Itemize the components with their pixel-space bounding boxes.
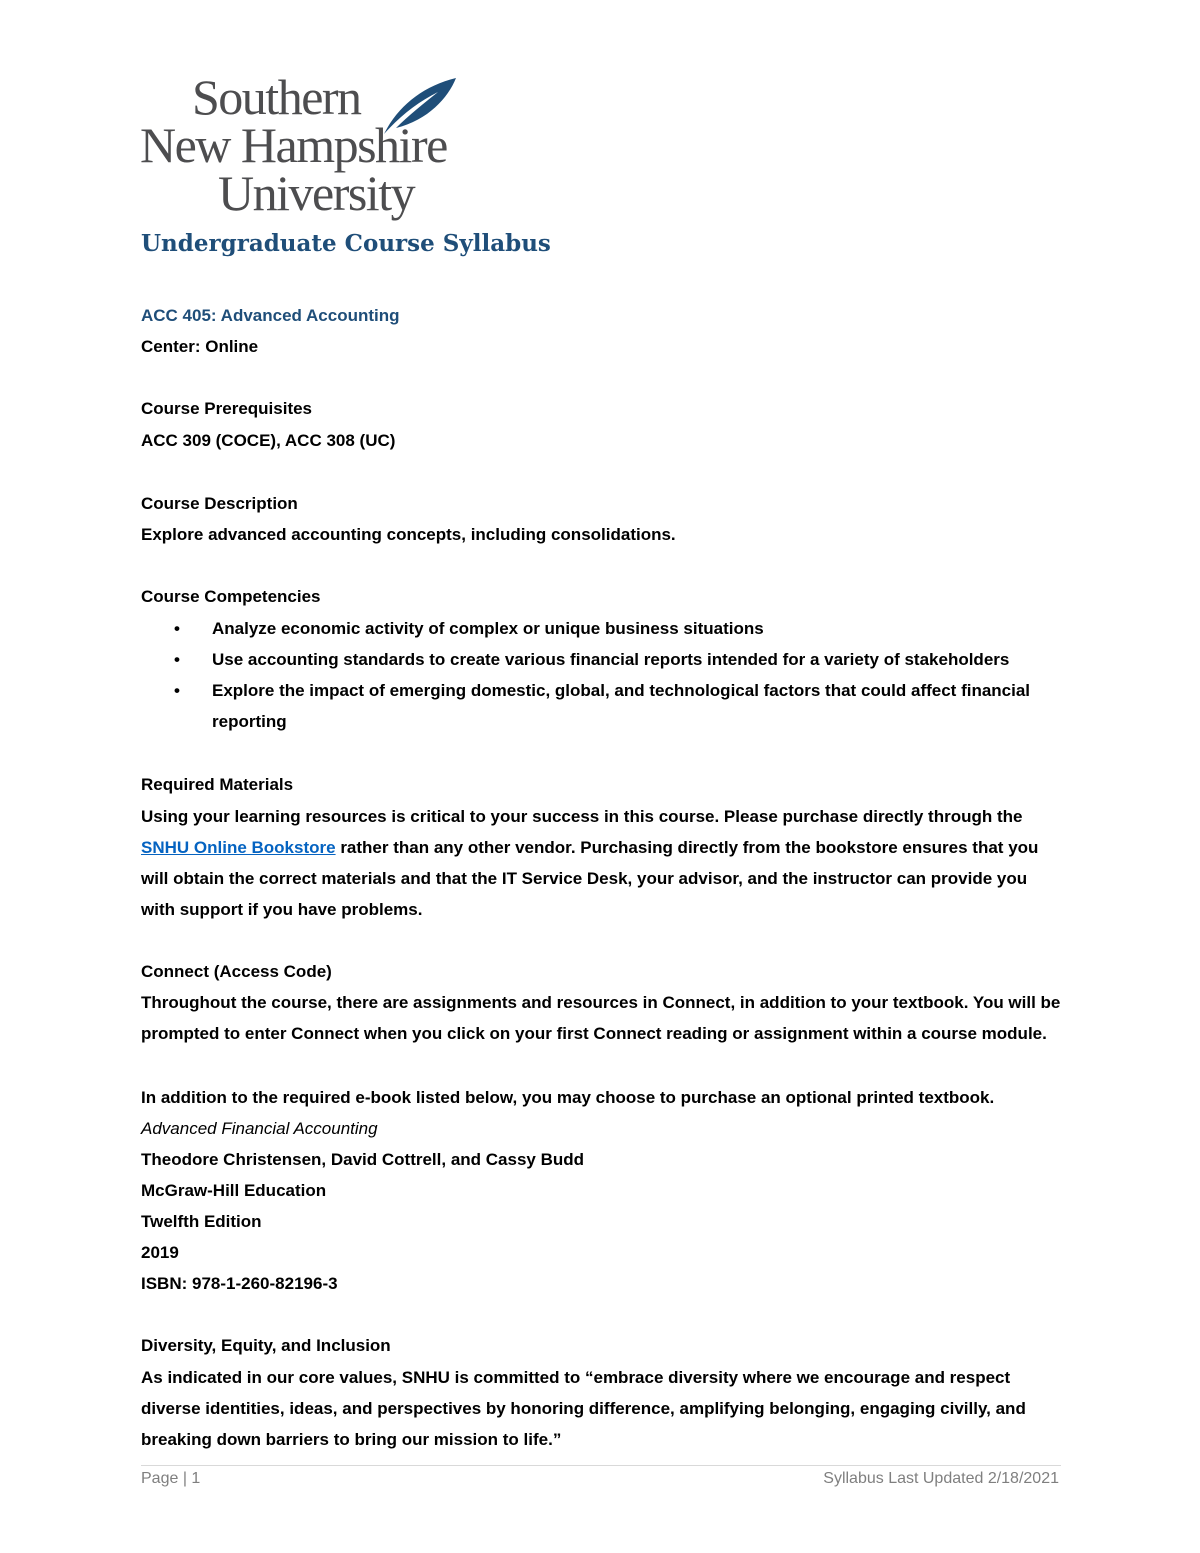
textbook-authors: Theodore Christensen, David Cottrell, and Cassy Budd [141, 1150, 585, 1169]
textbook-year: 2019 [141, 1243, 179, 1262]
footer-divider [141, 1465, 1061, 1466]
diversity-text: As indicated in our core values, SNHU is committed to “embrace diversity where we encourage and respect diverse identities, ideas, and perspectives by honoring difference, amplifying belonging, engaging civilly, and breaking down barriers to bring our mission to life.” [141, 1368, 1026, 1449]
prerequisites-text: ACC 309 (COCE), ACC 308 (UC) [141, 431, 396, 450]
course-center: Center: Online [141, 337, 259, 356]
competencies-heading: Course Competencies [141, 587, 321, 606]
snhu-bookstore-link[interactable]: SNHU Online Bookstore [141, 838, 336, 857]
diversity-heading: Diversity, Equity, and Inclusion [141, 1336, 391, 1355]
snhu-logo [140, 68, 445, 228]
footer-page-number: Page | 1 [141, 1470, 201, 1487]
textbook-isbn: ISBN: 978-1-260-82196-3 [141, 1274, 338, 1293]
bullet-icon: • [174, 619, 180, 638]
competency-text: Explore the impact of emerging domestic, global, and technological factors that could affect financial reporting [212, 681, 1031, 731]
prerequisites-heading: Course Prerequisites [141, 399, 313, 418]
textbook-intro: In addition to the required e-book listed below, you may choose to purchase an optional printed textbook. [141, 1088, 995, 1107]
textbook-publisher: McGraw-Hill Education [141, 1181, 327, 1200]
materials-text-after: rather than any other vendor. Purchasing directly from the bookstore ensures that you will obtain the correct materials and that the IT Service Desk, your advisor, and the instructor can provide you with support if you have problems. [141, 838, 1039, 919]
connect-heading: Connect (Access Code) [141, 962, 332, 981]
logo-line-new-hampshire: New Hampshire [140, 117, 447, 173]
competency-text: Analyze economic activity of complex or unique business situations [212, 619, 764, 638]
course-code-name: ACC 405: Advanced Accounting [141, 306, 400, 325]
competency-text: Use accounting standards to create various financial reports intended for a variety of stakeholders [212, 650, 1010, 669]
textbook-title: Advanced Financial Accounting [141, 1119, 378, 1138]
list-item [141, 644, 1041, 675]
competencies-list [141, 613, 1041, 737]
page-title: Undergraduate Course Syllabus [141, 230, 551, 257]
leaf-icon [378, 76, 458, 138]
list-item [141, 675, 1032, 737]
description-text: Explore advanced accounting concepts, including consolidations. [141, 525, 676, 544]
materials-text-before: Using your learning resources is critical to your success in this course. Please purchase directly through the [141, 807, 1023, 826]
list-item [141, 613, 1041, 644]
bullet-icon: • [174, 681, 180, 700]
connect-text: Throughout the course, there are assignments and resources in Connect, in addition to your textbook. You will be prompted to enter Connect when you click on your first Connect reading or assignment within a course module. [141, 993, 1061, 1043]
textbook-edition: Twelfth Edition [141, 1212, 262, 1231]
materials-text [141, 801, 1061, 925]
logo-line-university: University [218, 165, 415, 221]
materials-heading: Required Materials [141, 775, 294, 794]
footer-last-updated: Syllabus Last Updated 2/18/2021 [823, 1470, 1059, 1487]
bullet-icon: • [174, 650, 180, 669]
logo-line-southern: Southern [192, 69, 361, 125]
description-heading: Course Description [141, 494, 298, 513]
